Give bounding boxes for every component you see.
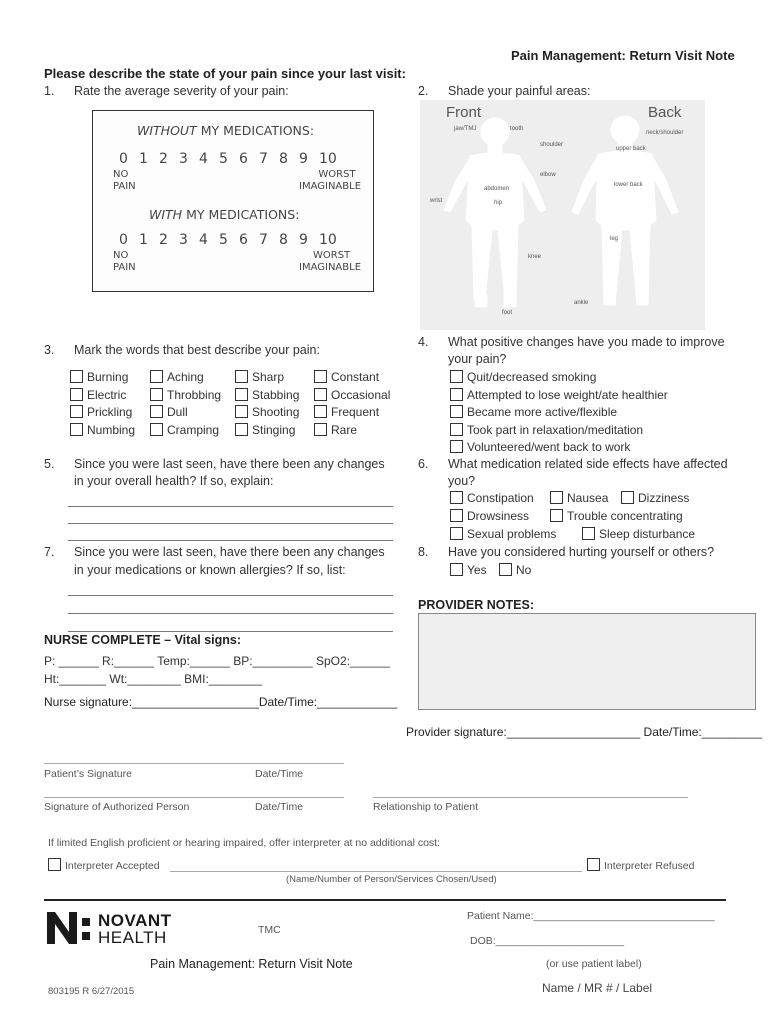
relationship-line[interactable]: [373, 797, 688, 798]
checkbox[interactable]: [550, 491, 563, 504]
body-label-lower-back: lower back: [614, 182, 643, 188]
checkbox[interactable]: [450, 509, 463, 522]
front-label: Front: [446, 104, 482, 121]
checkbox[interactable]: [150, 388, 163, 401]
q2-number: 2.: [418, 84, 429, 98]
checkbox[interactable]: [70, 423, 83, 436]
q6-text-line1: What medication related side effects have affected: [448, 457, 728, 471]
pain-word-numbing[interactable]: Numbing: [70, 423, 135, 437]
logo-health: HEALTH: [98, 928, 167, 947]
pain-word-burning[interactable]: Burning: [70, 370, 128, 384]
provider-notes-box[interactable]: [418, 613, 756, 710]
checkbox[interactable]: [150, 423, 163, 436]
body-label-abdomen: abdomen: [484, 186, 510, 192]
dob-field[interactable]: DOB:______________________: [470, 935, 625, 947]
checkbox[interactable]: [235, 423, 248, 436]
q5-text-line1: Since you were last seen, have there been any changes: [74, 457, 385, 471]
q3-number: 3.: [44, 343, 55, 357]
side-effect-constipation[interactable]: Constipation: [450, 491, 534, 505]
authorized-date-label: Date/Time: [255, 801, 304, 813]
worst-imaginable-label-2: WORST IMAGINABLE: [299, 250, 362, 273]
pain-score-3[interactable]: 3: [179, 232, 188, 248]
patient-name-field[interactable]: Patient Name:_______________________________: [467, 910, 715, 922]
checkbox[interactable]: [70, 405, 83, 418]
pain-score-6[interactable]: 6: [239, 232, 248, 248]
patient-label-note: (or use patient label): [546, 958, 642, 970]
body-label-knee: knee: [528, 254, 542, 260]
checkbox[interactable]: [621, 491, 634, 504]
q4-text-line1: What positive changes have you made to improve: [448, 335, 725, 349]
footer-title: Pain Management: Return Visit Note: [150, 957, 353, 971]
q8-yes-option[interactable]: Yes: [450, 563, 487, 577]
checkbox[interactable]: [70, 370, 83, 383]
interpreter-caption: (Name/Number of Person/Services Chosen/Used): [286, 874, 497, 885]
positive-change-option[interactable]: Volunteered/went back to work: [450, 440, 630, 454]
checkbox[interactable]: [450, 527, 463, 540]
pain-score-5[interactable]: 5: [219, 151, 228, 167]
pain-score-4[interactable]: 4: [199, 151, 208, 167]
checkbox[interactable]: [314, 370, 327, 383]
vitals-line-2[interactable]: Ht:_______ Wt:________ BMI:________: [44, 672, 263, 686]
q8-no-option[interactable]: No: [499, 563, 531, 577]
q4-text-line2: your pain?: [448, 352, 507, 366]
body-label-wrist: wrist: [430, 198, 443, 204]
patient-date-label: Date/Time: [255, 768, 304, 780]
body-label-shoulder: shoulder: [540, 142, 564, 148]
pain-score-8[interactable]: 8: [279, 232, 288, 248]
q7-answer-line-3[interactable]: [68, 631, 393, 632]
checkbox[interactable]: [582, 527, 595, 540]
tmc-label: TMC: [258, 924, 281, 936]
positive-change-option[interactable]: Took part in relaxation/meditation: [450, 423, 643, 437]
checkbox[interactable]: [314, 405, 327, 418]
body-diagram[interactable]: [420, 100, 705, 330]
body-label-neck-shoulder: neck/shoulder: [646, 130, 684, 136]
authorized-signature-line[interactable]: [44, 797, 344, 798]
body-label-elbow: elbow: [540, 172, 556, 178]
logo-novant: NOVANT: [98, 911, 172, 930]
pain-score-6[interactable]: 6: [239, 151, 248, 167]
checkbox[interactable]: [150, 405, 163, 418]
checkbox[interactable]: [450, 388, 463, 401]
pain-score-9[interactable]: 9: [299, 151, 308, 167]
positive-change-option[interactable]: Quit/decreased smoking: [450, 370, 596, 384]
checkbox[interactable]: [70, 388, 83, 401]
q5-answer-line-3[interactable]: [68, 540, 393, 541]
checkbox[interactable]: [499, 563, 512, 576]
interpreter-refused-option[interactable]: Interpreter Refused: [587, 858, 694, 872]
positive-change-option[interactable]: Became more active/flexible: [450, 405, 617, 419]
pain-word-constant[interactable]: Constant: [314, 370, 379, 384]
body-label-jaw: jaw/TMJ: [454, 126, 477, 132]
checkbox[interactable]: [150, 370, 163, 383]
q6-text-line2: you?: [448, 474, 476, 488]
pain-word-shooting[interactable]: Shooting: [235, 405, 299, 419]
side-effect-nausea[interactable]: Nausea: [550, 491, 608, 505]
body-label-ankle: ankle: [574, 300, 589, 306]
pain-score-1[interactable]: 1: [139, 232, 148, 248]
body-label-leg: leg: [610, 236, 619, 242]
checkbox[interactable]: [450, 440, 463, 453]
pain-score-10[interactable]: 10: [319, 232, 337, 248]
form-id: 803195 R 6/27/2015: [48, 986, 135, 997]
nurse-vitals-heading: NURSE COMPLETE – Vital signs:: [44, 633, 242, 647]
q8-number: 8.: [418, 545, 429, 559]
pain-word-sharp[interactable]: Sharp: [235, 370, 284, 384]
q6-number: 6.: [418, 457, 429, 471]
interpreter-accepted-option[interactable]: Interpreter Accepted: [48, 858, 160, 872]
pain-word-stinging[interactable]: Stinging: [235, 423, 295, 437]
side-effect-trouble-concentrating[interactable]: Trouble concentrating: [550, 509, 683, 523]
side-effect-drowsiness[interactable]: Drowsiness: [450, 509, 529, 523]
positive-change-option[interactable]: Attempted to lose weight/ate healthier: [450, 388, 668, 402]
pain-word-occasional[interactable]: Occasional: [314, 388, 390, 402]
pain-score-1[interactable]: 1: [139, 151, 148, 167]
name-mr-label: Name / MR # / Label: [542, 981, 653, 995]
pain-word-prickling[interactable]: Prickling: [70, 405, 132, 419]
pain-score-4[interactable]: 4: [199, 232, 208, 248]
pain-scale-box: [92, 110, 374, 292]
checkbox[interactable]: [450, 491, 463, 504]
body-label-upper-back: upper back: [616, 146, 646, 152]
pain-word-aching[interactable]: Aching: [150, 370, 204, 384]
pain-score-9[interactable]: 9: [299, 232, 308, 248]
q5-text-line2: in your overall health? If so, explain:: [74, 474, 274, 488]
back-label: Back: [648, 104, 682, 121]
q7-number: 7.: [44, 545, 55, 559]
no-pain-label-2: NO PAIN: [113, 250, 136, 273]
vitals-line-1[interactable]: P: ______ R:______ Temp:______ BP:_________ SpO2:______: [44, 654, 391, 668]
pain-score-0[interactable]: 0: [119, 232, 128, 248]
body-label-foot: foot: [502, 310, 513, 316]
pain-score-5[interactable]: 5: [219, 232, 228, 248]
checkbox[interactable]: [314, 423, 327, 436]
without-medications-heading: WITHOUT MY MEDICATIONS:: [137, 123, 315, 138]
checkbox[interactable]: [450, 405, 463, 418]
q7-text-line2: in your medications or known allergies? If so, list:: [74, 563, 346, 577]
pain-score-2[interactable]: 2: [159, 232, 168, 248]
pain-score-2[interactable]: 2: [159, 151, 168, 167]
q1-text: Rate the average severity of your pain:: [74, 84, 289, 98]
pain-word-stabbing[interactable]: Stabbing: [235, 388, 299, 402]
checkbox[interactable]: [235, 388, 248, 401]
checkbox[interactable]: [450, 370, 463, 383]
checkbox[interactable]: [235, 370, 248, 383]
pain-score-3[interactable]: 3: [179, 151, 188, 167]
novant-logo-mark: [47, 912, 95, 944]
provider-notes-heading: PROVIDER NOTES:: [418, 598, 534, 612]
checkbox[interactable]: [314, 388, 327, 401]
pain-score-10[interactable]: 10: [319, 151, 337, 167]
q8-text: Have you considered hurting yourself or others?: [448, 545, 715, 559]
side-effect-sleep-disturbance[interactable]: Sleep disturbance: [582, 527, 695, 541]
authorized-signature-label: Signature of Authorized Person: [44, 801, 190, 813]
checkbox[interactable]: [450, 563, 463, 576]
pain-word-dull[interactable]: Dull: [150, 405, 188, 419]
checkbox[interactable]: [48, 858, 61, 871]
page-title: Pain Management: Return Visit Note: [511, 48, 735, 63]
body-label-hip: hip: [494, 200, 503, 206]
pain-scale-without-numbers[interactable]: [119, 151, 339, 167]
pain-word-throbbing[interactable]: Throbbing: [150, 388, 221, 402]
patient-signature-line[interactable]: [44, 763, 344, 764]
patient-signature-label: Patient’s Signature: [44, 768, 132, 780]
provider-signature-line[interactable]: Provider signature:____________________ Date/Time:_________: [406, 725, 762, 739]
footer-rule: [44, 899, 726, 901]
pain-scale-with-numbers[interactable]: [119, 232, 339, 248]
pain-word-frequent[interactable]: Frequent: [314, 405, 379, 419]
q2-text: Shade your painful areas:: [448, 84, 591, 98]
q5-answer-line-1[interactable]: [68, 506, 393, 507]
pain-word-electric[interactable]: Electric: [70, 388, 126, 402]
with-medications-heading: WITH MY MEDICATIONS:: [149, 207, 300, 222]
checkbox[interactable]: [550, 509, 563, 522]
interpreter-name-line[interactable]: [170, 871, 582, 872]
pain-score-7[interactable]: 7: [259, 151, 268, 167]
pain-score-0[interactable]: 0: [119, 151, 128, 167]
relationship-label: Relationship to Patient: [373, 801, 479, 813]
pain-score-7[interactable]: 7: [259, 232, 268, 248]
q3-text: Mark the words that best describe your pain:: [74, 343, 320, 357]
q7-answer-line-2[interactable]: [68, 613, 393, 614]
checkbox[interactable]: [450, 423, 463, 436]
checkbox[interactable]: [235, 405, 248, 418]
q1-number: 1.: [44, 84, 55, 98]
q5-answer-line-2[interactable]: [68, 523, 393, 524]
pain-word-cramping[interactable]: Cramping: [150, 423, 219, 437]
interpreter-notice: If limited English proficient or hearing impaired, offer interpreter at no additional cost:: [48, 837, 441, 849]
nurse-signature-line[interactable]: Nurse signature:___________________Date/Time:____________: [44, 695, 398, 709]
intro-text: Please describe the state of your pain since your last visit:: [44, 66, 406, 81]
q4-number: 4.: [418, 335, 429, 349]
worst-imaginable-label-1: WORST IMAGINABLE: [299, 169, 362, 192]
side-effect-dizziness[interactable]: Dizziness: [621, 491, 689, 505]
pain-word-rare[interactable]: Rare: [314, 423, 357, 437]
no-pain-label-1: NO PAIN: [113, 169, 136, 192]
body-label-tooth: tooth: [510, 126, 524, 132]
q7-text-line1: Since you were last seen, have there been any changes: [74, 545, 385, 559]
q5-number: 5.: [44, 457, 55, 471]
checkbox[interactable]: [587, 858, 600, 871]
side-effect-sexual-problems[interactable]: Sexual problems: [450, 527, 556, 541]
q7-answer-line-1[interactable]: [68, 595, 393, 596]
pain-score-8[interactable]: 8: [279, 151, 288, 167]
